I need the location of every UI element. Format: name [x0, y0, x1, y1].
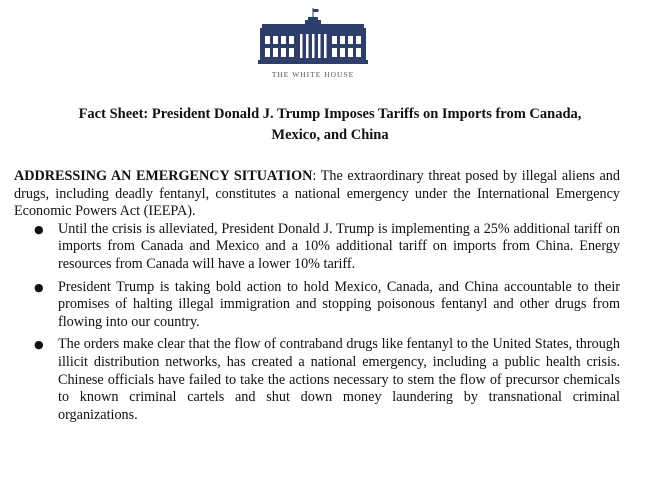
bullet-icon: ●: [34, 338, 44, 352]
list-item: [14, 279, 620, 332]
white-house-building-icon: [258, 8, 368, 68]
intro-paragraph: [14, 168, 620, 221]
document-body: [14, 168, 620, 429]
bullet-text: The orders make clear that the flow of contraband drugs like fentanyl to the United States, through illicit distribution networks, has created a national emergency, including a public health crisis. Chinese officials have failed to take the actions necessary to stem the flow of precursor chemicals to known criminal cartels and shut down money laundering by transnational criminal organizations.: [58, 336, 620, 423]
page-title: [20, 104, 640, 146]
bullet-icon: ●: [34, 280, 44, 294]
bullet-icon: ●: [34, 222, 44, 236]
title-line-2: Mexico, and China: [271, 127, 389, 143]
list-item: [14, 336, 620, 424]
intro-text: : The extraordinary threat posed by illegal aliens and drugs, including deadly fentanyl, constitutes a national emergency under the International Emergency Economic Powers Act (IEEPA).: [14, 168, 620, 220]
bullet-text: President Trump is taking bold action to hold Mexico, Canada, and China accountable to their promises of halting illegal immigration and stopping poisonous fentanyl and other drugs from flowing into our country.: [58, 278, 620, 330]
title-line-1: Fact Sheet: President Donald J. Trump Imposes Tariffs on Imports from Canada,: [78, 106, 582, 122]
bullet-list: [14, 221, 620, 425]
bullet-text: Until the crisis is alleviated, President Donald J. Trump is implementing a 25% additional tariff on imports from Canada and Mexico and a 10% additional tariff on imports from China. Energy resources from Canada will have a lower 10% tariff.: [58, 220, 620, 272]
section-heading: ADDRESSING AN EMERGENCY SITUATION: [14, 168, 313, 184]
list-item: [14, 221, 620, 274]
white-house-logo: [254, 8, 372, 80]
logo-caption: THE WHITE HOUSE: [271, 70, 355, 79]
